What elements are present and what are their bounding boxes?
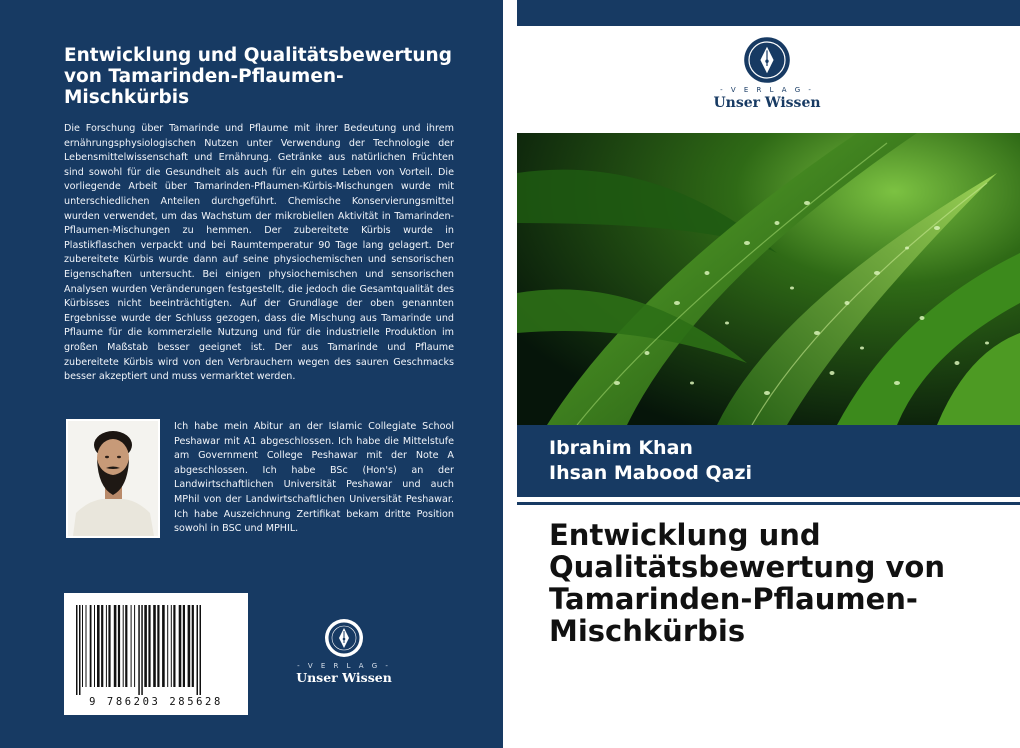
pen-nib-emblem-icon (324, 618, 364, 658)
barcode-bar (173, 605, 175, 687)
publisher-verlag-label: - V E R L A G - (297, 662, 391, 670)
front-cover (517, 0, 1020, 748)
barcode-bar (144, 605, 147, 687)
barcode-bar (131, 605, 132, 687)
isbn-barcode (64, 593, 248, 715)
author-band (517, 425, 1020, 497)
cover-photo-leaves (517, 133, 1020, 425)
barcode-bar (138, 605, 140, 695)
green-leaves-image (517, 133, 1020, 425)
barcode-bar (153, 605, 156, 687)
author-biography: Ich habe mein Abitur an der Islamic Collegiate School Peshawar mit A1 abgeschlossen. Ich habe die Mittelstufe am Government College Peshawar mit der Note A abgeschlossen. Ich habe BSc (Hon's) an der Landwirtschaftlichen Universität Peshawar und auch MPhil von der Landwirtschaftlichen Universität Peshawar. Ich habe Auszeichnung Zertifikat bekam dritte Position sowohl in BSC und MPHIL. (174, 421, 454, 535)
barcode-bar (86, 605, 87, 687)
book-spine (503, 0, 517, 748)
barcode-bar (97, 605, 100, 687)
barcode-bar (148, 605, 150, 687)
divider-rule (517, 502, 1020, 505)
barcode-bar (134, 605, 135, 687)
barcode-bar (125, 605, 127, 687)
author-portrait (66, 419, 160, 538)
author-name-1: Ibrahim Khan (549, 437, 693, 459)
barcode-bar (94, 605, 95, 687)
barcode-bar (106, 605, 107, 687)
barcode-bar (179, 605, 182, 687)
barcode-bar (171, 605, 172, 687)
pen-nib-emblem-icon (743, 36, 791, 84)
barcode-bars (74, 605, 238, 695)
front-publisher-logo (707, 36, 827, 116)
front-top-bar (517, 0, 1020, 26)
author-portrait-image (68, 421, 158, 536)
back-cover-title: Entwicklung und Qualitätsbewertung von Tamarinden-Pflaumen-Mischkürbis (64, 45, 452, 108)
front-cover-title: Entwicklung und Qualitätsbewertung von Tamarinden-Pflaumen-Mischkürbis (549, 518, 945, 648)
barcode-bar (200, 605, 202, 695)
barcode-bar (76, 605, 78, 695)
barcode-bar (157, 605, 159, 687)
barcode-bar (118, 605, 120, 687)
author-name-2: Ihsan Mabood Qazi (549, 462, 753, 484)
barcode-bar (90, 605, 92, 687)
back-cover (0, 0, 503, 748)
barcode-bar (197, 605, 199, 695)
publisher-name: Unser Wissen (296, 670, 392, 685)
barcode-bar (82, 605, 83, 687)
barcode-bar (167, 605, 168, 687)
barcode-bar (114, 605, 117, 687)
barcode-bar (108, 605, 110, 687)
back-publisher-logo (294, 618, 394, 688)
barcode-bar (123, 605, 124, 687)
book-blurb: Die Forschung über Tamarinde und Pflaume mit ihrer Bedeutung und ihrem ernährungsphysiologischen Nutzen unter Verwendung der Technologie der Lebensmittelwissenschaft und Ernährung. Getränke aus natürlichen Früchten sind sowohl für die Gesundheit als auch für ein gutes Leben von Vorteil. Die vorliegende Arbeit über Tamarinden-Pflaumen-Kürbis-Mischungen wurde mit unterschiedlichen Anteilen durchgeführt. Chemische Konservierungsmittel wurden verwendet, um das Wachstum der mikrobiellen Aktivität in Tamarinden-Pflaumen-Mischungen zu hemmen. Der zubereitete Kürbis wurde in Plastikflaschen verpackt und bei Raumtemperatur 90 Tage lang gelagert. Der zubereitete Kürbis wurde dann auf seine physiochemischen und sensorischen Eigenschaften untersucht. Bei einigen physiochemischen und sensorischen Analysen wurden Veränderungen festgestellt, die jedoch die Gesamtqualität des Kürbisses nicht beeinträchtigten. Auf der Grundlage der oben genannten Ergebnisse wurde der Schluss gezogen, dass die Mischung aus Tamarinde und Pflaume für die kommerzielle Nutzung und für die industrielle Produktion im großen Maßstab besser geeignet ist. Der aus Tamarinde und Pflaume zubereitete Kürbis wird von den Verbrauchern wegen des sauren Geschmacks besser akzeptiert und muss vermarktet werden. (64, 123, 454, 383)
barcode-bar (141, 605, 143, 695)
barcode-bar (79, 605, 81, 695)
publisher-name: Unser Wissen (713, 95, 821, 111)
barcode-bar (183, 605, 185, 687)
barcode-bar (192, 605, 194, 687)
isbn-number: 9 786203 285628 (89, 696, 223, 708)
barcode-bar (188, 605, 191, 687)
barcode-bar (162, 605, 165, 687)
publisher-verlag-label: - V E R L A G - (720, 86, 814, 94)
barcode-bar (101, 605, 103, 687)
